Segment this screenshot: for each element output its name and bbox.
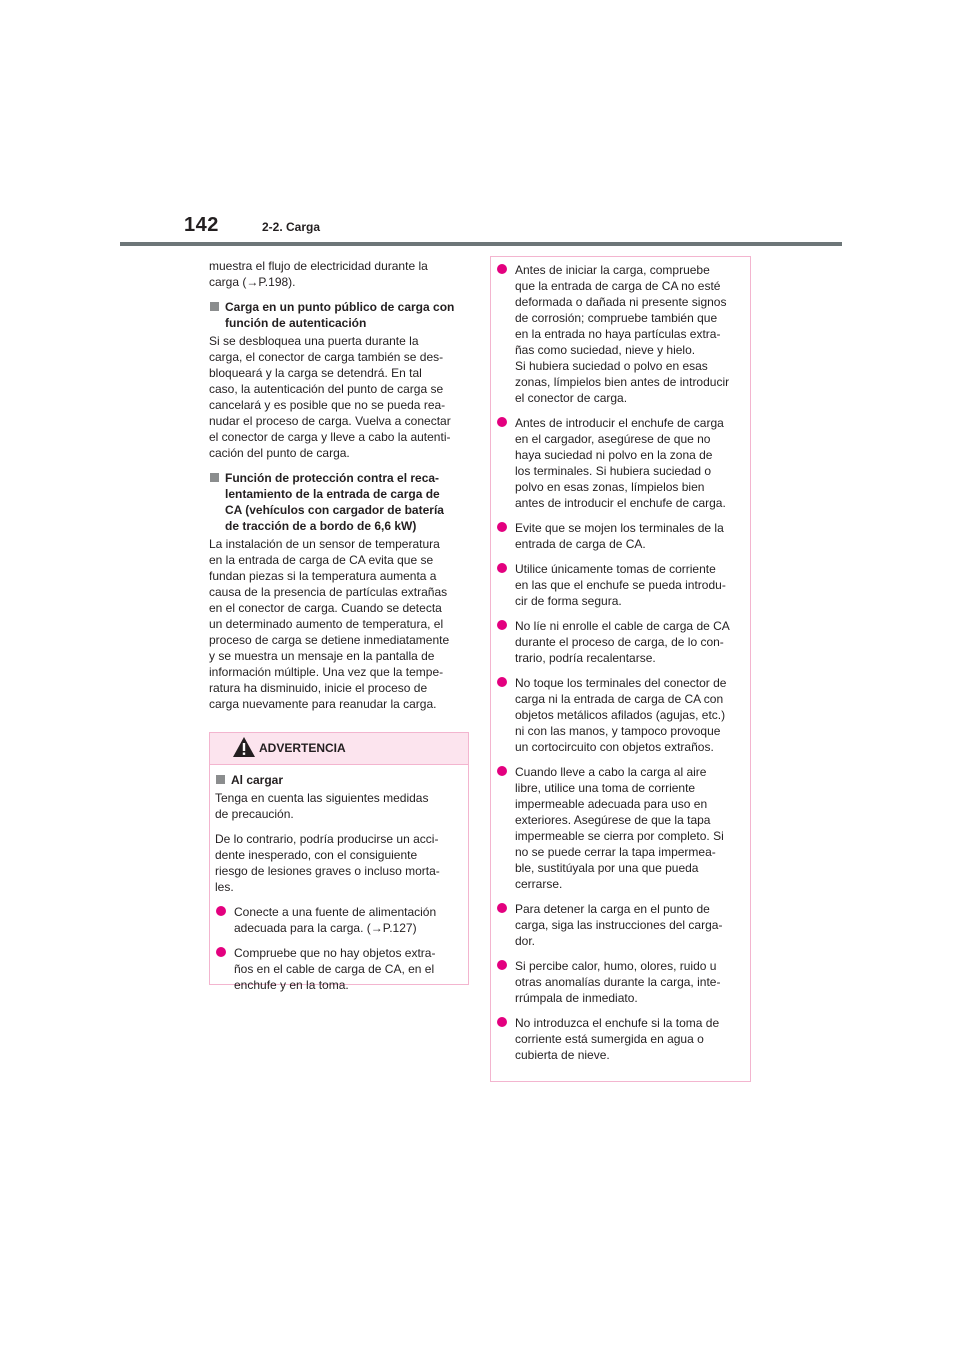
bullet-dot-icon <box>497 620 507 630</box>
text-line: exteriores. Asegúrese de que la tapa <box>515 813 711 827</box>
bullet-dot-icon <box>497 677 507 687</box>
text-line: ñas como suciedad, nieve y hielo. <box>515 343 696 357</box>
text-line: dor. <box>515 934 536 948</box>
heading-line: Al cargar <box>231 773 284 787</box>
text-line: No toque los terminales del conector de <box>515 676 727 690</box>
text-line: un determinado aumento de temperatura, el <box>209 617 444 631</box>
text-line: bloqueará y la carga se detendrá. En tal <box>209 366 422 380</box>
bullet-dot-icon <box>216 906 226 916</box>
caution-bullet <box>496 561 744 609</box>
text-line: Utilice únicamente tomas de corriente <box>515 562 716 576</box>
text-line: el conector de carga. <box>515 391 628 405</box>
caution-bullet <box>496 958 744 1006</box>
text-line: corriente está sumergida en agua o <box>515 1032 704 1046</box>
text-line: Si hubiera suciedad o polvo en esas <box>515 359 708 373</box>
bullet-dot-icon <box>497 264 507 274</box>
square-bullet-icon <box>216 775 225 784</box>
heading-line: CA (vehículos con cargador de batería <box>225 503 444 517</box>
text-line: carga nuevamente para reanudar la carga. <box>209 697 437 711</box>
page-number: 142 <box>184 214 219 236</box>
text-line: información múltiple. Una vez que la tempe- <box>209 665 444 679</box>
text-line: otras anomalías durante la carga, inte- <box>515 975 721 989</box>
warning-heading <box>215 772 462 788</box>
section-overheat-protection <box>209 470 471 712</box>
text-line: libre, utilice una toma de corriente <box>515 781 696 795</box>
warning-paragraph <box>215 831 462 895</box>
text-line: enchufe y en la toma. <box>234 978 349 992</box>
text-line: carga, siga las instrucciones del carga- <box>515 918 723 932</box>
text-line: ratura ha disminuido, inicie el proceso de <box>209 681 428 695</box>
square-bullet-icon <box>210 302 219 311</box>
text-line: en las que el enchufe se pueda introdu- <box>515 578 726 592</box>
text-line: riesgo de lesiones graves o incluso morta- <box>215 864 440 878</box>
text-line: un cortocircuito con objetos extraños. <box>515 740 714 754</box>
caution-bullet <box>496 901 744 949</box>
text-line: durante el proceso de carga, de lo con- <box>515 635 724 649</box>
text-line: en la entrada no haya partículas extra- <box>515 327 721 341</box>
bullet-dot-icon <box>497 1017 507 1027</box>
caution-bullet <box>496 675 744 755</box>
text-line: La instalación de un sensor de temperatura <box>209 537 440 551</box>
text-line: Tenga en cuenta las siguientes medidas <box>215 791 429 805</box>
text-line: ni con las manos, y tampoco provoque <box>515 724 721 738</box>
text-line: deformada o dañada ni presente signos <box>515 295 727 309</box>
text-line: nudar el proceso de carga. Vuelva a conectar <box>209 414 451 428</box>
text-line: causa de la presencia de partículas extrañas <box>209 585 448 599</box>
heading-line: función de autenticación <box>225 316 367 330</box>
section-auth-charging <box>209 299 471 461</box>
warning-header <box>210 733 468 765</box>
text-line: Compruebe que no hay objetos extra- <box>234 946 436 960</box>
text-line: cancelará y es posible que no se pueda rea- <box>209 398 446 412</box>
text-line: caso, la autenticación del punto de carga se <box>209 382 444 396</box>
text-line: antes de introducir el enchufe de carga. <box>515 496 726 510</box>
text-line: de corrosión; compruebe también que <box>515 311 718 325</box>
intro-paragraph <box>209 258 471 290</box>
text-line: el conector de carga y lleve a cabo la autenti- <box>209 430 451 444</box>
text-line: No introduzca el enchufe si la toma de <box>515 1016 720 1030</box>
text-line: De lo contrario, podría producirse un acci- <box>215 832 439 846</box>
caution-list <box>491 257 750 1063</box>
text-line: en el conector de carga. Cuando se detecta <box>209 601 442 615</box>
text-line: cubierta de nieve. <box>515 1048 610 1062</box>
square-bullet-icon <box>210 473 219 482</box>
text-line: cerrarse. <box>515 877 563 891</box>
text-line: Cuando lleve a cabo la carga al aire <box>515 765 707 779</box>
text-line: zonas, límpielos bien antes de introducir <box>515 375 730 389</box>
header-divider <box>120 242 842 246</box>
bullet-dot-icon <box>216 947 226 957</box>
section-title: 2-2. Carga <box>262 220 321 234</box>
text-line: Antes de introducir el enchufe de carga <box>515 416 724 430</box>
bullet-dot-icon <box>497 903 507 913</box>
text-line: Conecte a una fuente de alimentación <box>234 905 437 919</box>
text-line: Si se desbloquea una puerta durante la <box>209 334 419 348</box>
text-line: trario, podría recalentarse. <box>515 651 656 665</box>
caution-bullet <box>496 520 744 552</box>
heading-line: Carga en un punto público de carga con <box>225 300 455 314</box>
text-line: fundan piezas si la temperatura aumenta a <box>209 569 437 583</box>
text-line: de precaución. <box>215 807 294 821</box>
text-line: Antes de iniciar la carga, compruebe <box>515 263 710 277</box>
text-line: impermeable se cierra por completo. Si <box>515 829 724 843</box>
left-column <box>209 258 471 721</box>
text-line: en el cargador, asegúrese de que no <box>515 432 711 446</box>
text-line: proceso de carga se detiene inmediatamente <box>209 633 450 647</box>
text-line: en la entrada de carga de CA evita que se <box>209 553 434 567</box>
bullet-dot-icon <box>497 766 507 776</box>
text-line: rrúmpala de inmediato. <box>515 991 638 1005</box>
warning-body <box>210 765 468 993</box>
text-line: les. <box>215 880 234 894</box>
text-line: no se puede cerrar la tapa impermea- <box>515 845 716 859</box>
text-line: y se muestra un mensaje en la pantalla de <box>209 649 435 663</box>
text-line: cir de forma segura. <box>515 594 622 608</box>
text-line: ble, sustitúyala por una que pueda <box>515 861 699 875</box>
text-line: adecuada para la carga. (→P.127) <box>234 921 417 935</box>
warning-box <box>209 732 469 992</box>
text-line: carga, el conector de carga también se des- <box>209 350 444 364</box>
caution-bullet <box>496 618 744 666</box>
text-line: haya suciedad ni polvo en la zona de <box>515 448 713 462</box>
text-line: Evite que se mojen los terminales de la <box>515 521 724 535</box>
text-line: muestra el flujo de electricidad durante la <box>209 259 428 273</box>
text-line: No líe ni enrolle el cable de carga de CA <box>515 619 730 633</box>
section-heading <box>209 470 471 534</box>
warning-bullet <box>215 945 462 993</box>
text-line: polvo en esas zonas, límpielos bien <box>515 480 705 494</box>
bullet-dot-icon <box>497 563 507 573</box>
heading-line: Función de protección contra el reca- <box>225 471 440 485</box>
text-line: objetos metálicos afilados (agujas, etc.) <box>515 708 726 722</box>
warning-bullet <box>215 904 462 936</box>
text-line: los terminales. Si hubiera suciedad o <box>515 464 712 478</box>
heading-line: lentamiento de la entrada de carga de <box>225 487 440 501</box>
warning-triangle-icon <box>232 736 256 758</box>
caution-box <box>490 256 751 1082</box>
bullet-dot-icon <box>497 960 507 970</box>
text-line: impermeable adecuada para uso en <box>515 797 708 811</box>
text-line: ños en el cable de carga de CA, en el <box>234 962 435 976</box>
text-line: que la entrada de carga de CA no esté <box>515 279 721 293</box>
warning-title: ADVERTENCIA <box>259 741 346 755</box>
caution-bullet <box>496 262 744 406</box>
warning-paragraph <box>215 790 462 822</box>
text-line: dente inesperado, con el consiguiente <box>215 848 418 862</box>
text-line: cación del punto de carga. <box>209 446 350 460</box>
text-line: carga ni la entrada de carga de CA con <box>515 692 724 706</box>
text-line: Para detener la carga en el punto de <box>515 902 710 916</box>
section-heading <box>209 299 471 331</box>
caution-bullet <box>496 1015 744 1063</box>
caution-bullet <box>496 764 744 892</box>
caution-bullet <box>496 415 744 511</box>
text-line: entrada de carga de CA. <box>515 537 646 551</box>
heading-line: de tracción de a bordo de 6,6 kW) <box>225 519 417 533</box>
text-line: carga (→P.198). <box>209 275 296 289</box>
text-line: Si percibe calor, humo, olores, ruido u <box>515 959 717 973</box>
bullet-dot-icon <box>497 417 507 427</box>
bullet-dot-icon <box>497 522 507 532</box>
